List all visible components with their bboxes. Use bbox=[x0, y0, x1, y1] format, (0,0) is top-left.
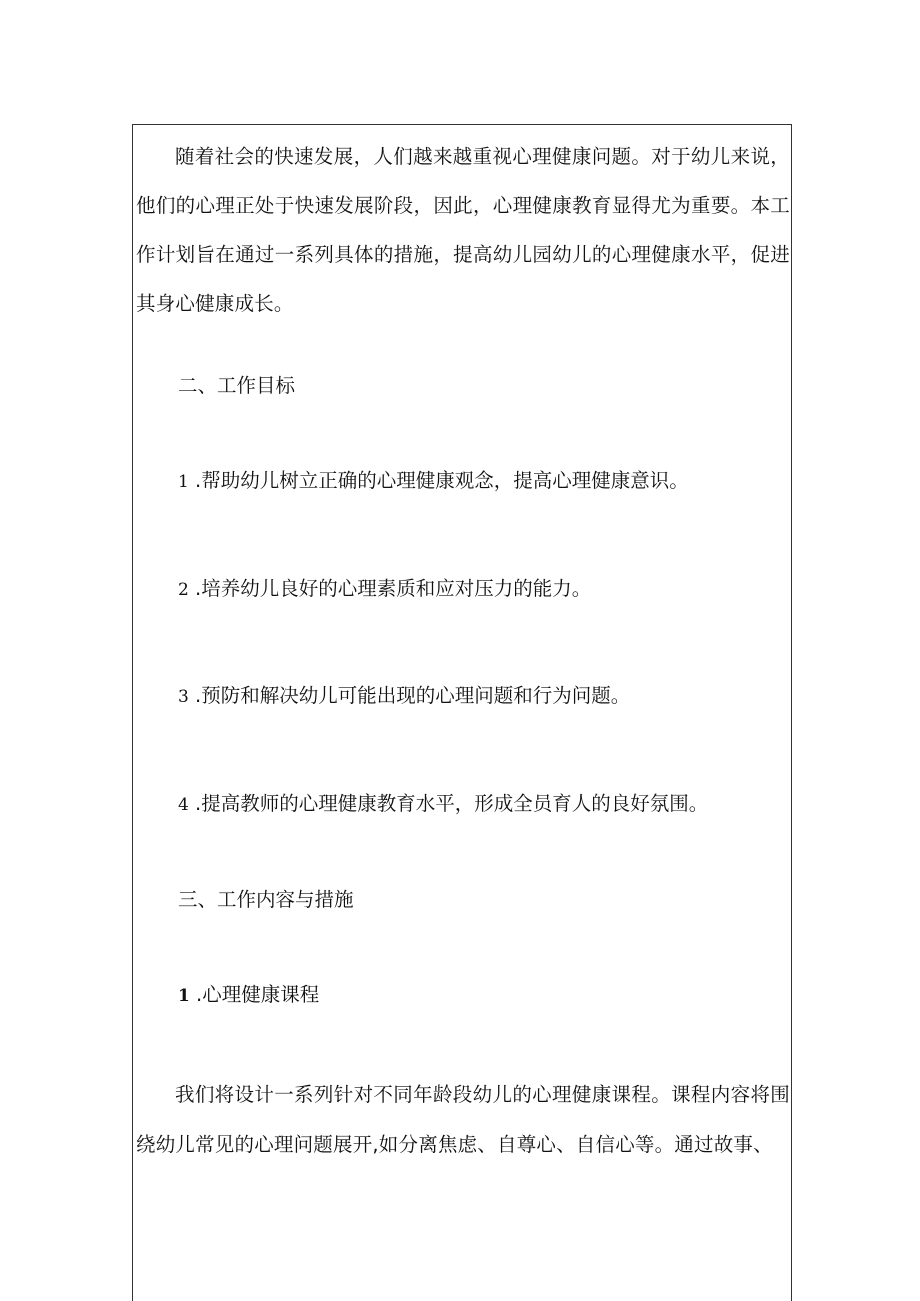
course-paragraph: 我们将设计一系列针对不同年龄段幼儿的心理健康课程。课程内容将围绕幼儿常见的心理问题展开,如分离焦虑、自尊心、自信心等。通过故事、 bbox=[136, 1083, 790, 1156]
goal-text: .帮助幼儿树立正确的心理健康观念，提高心理健康意识。 bbox=[195, 469, 689, 492]
goal-number: 1 bbox=[178, 472, 189, 492]
goal-item-1 bbox=[178, 466, 689, 497]
document-body bbox=[136, 124, 790, 328]
intro-paragraph: 随着社会的快速发展，人们越来越重视心理健康问题。对于幼儿来说，他们的心理正处于快速发展阶段，因此，心理健康教育显得尤为重要。本工作计划旨在通过一系列具体的措施，提高幼儿园幼儿的心理健康水平，促进其身心健康成长。 bbox=[136, 145, 790, 315]
goal-text: .提高教师的心理健康教育水平，形成全员育人的良好氛围。 bbox=[195, 792, 709, 815]
goal-number: 4 bbox=[178, 795, 189, 815]
goal-text: .培养幼儿良好的心理素质和应对压力的能力。 bbox=[195, 577, 592, 600]
subsection-title: .心理健康课程 bbox=[196, 983, 320, 1006]
subsection-heading-course bbox=[178, 980, 319, 1011]
course-paragraph-wrap bbox=[136, 1070, 790, 1170]
goal-item-2 bbox=[178, 574, 591, 605]
goal-item-3 bbox=[178, 681, 630, 712]
goal-text: .预防和解决幼儿可能出现的心理问题和行为问题。 bbox=[195, 684, 631, 707]
subsection-number: 1 bbox=[178, 986, 190, 1006]
section-heading-goals: 二、工作目标 bbox=[178, 374, 296, 397]
goal-number: 3 bbox=[178, 687, 189, 707]
section-heading-measures: 三、工作内容与措施 bbox=[178, 888, 354, 911]
goal-item-4 bbox=[178, 789, 708, 820]
goal-number: 2 bbox=[178, 580, 189, 600]
